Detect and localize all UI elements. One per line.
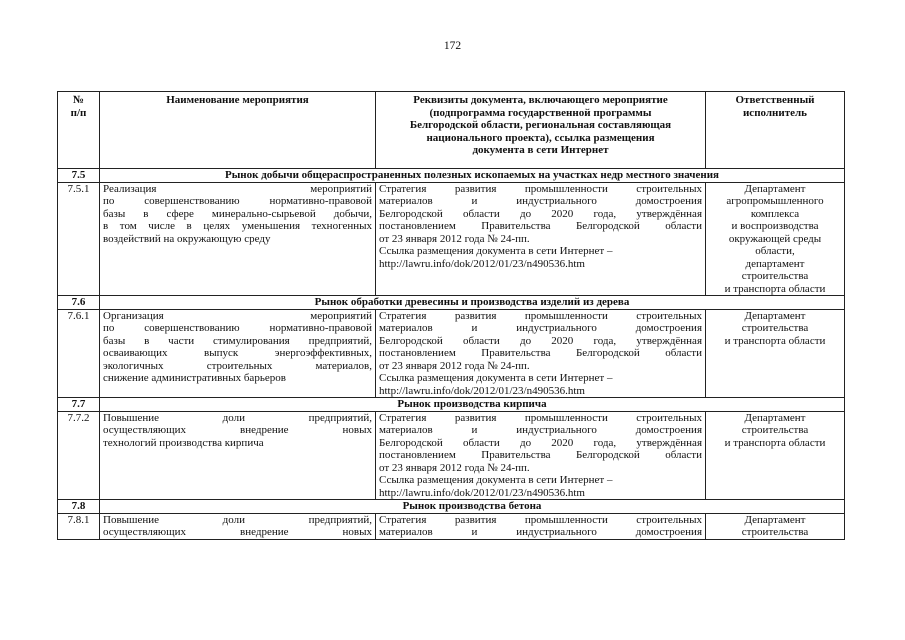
page-number: 172 bbox=[443, 40, 462, 52]
event-name-line: по совершенствованию нормативно-правовой bbox=[103, 322, 372, 334]
section-row bbox=[58, 169, 845, 183]
doc-line: от 23 января 2012 года № 24-пп. bbox=[379, 461, 530, 474]
section-number: 7.8 bbox=[58, 500, 100, 514]
event-name-line: экологичных строительных материалов, bbox=[103, 359, 372, 372]
responsible-line: Департамент bbox=[744, 182, 806, 195]
doc-line: Ссылка размещения документа в сети Интернет – bbox=[379, 372, 613, 384]
event-name bbox=[100, 309, 376, 398]
section-number: 7.7 bbox=[58, 398, 100, 412]
event-name-line: базы в сфере минерально-сырьевой добычи, bbox=[103, 207, 372, 220]
header-row bbox=[58, 92, 845, 169]
events-table bbox=[57, 91, 845, 540]
row-number: 7.6.1 bbox=[58, 309, 100, 398]
responsible-line: области, bbox=[755, 245, 795, 257]
event-name-line: снижение административных барьеров bbox=[103, 372, 286, 384]
responsible-line: департамент bbox=[745, 257, 805, 270]
table-row bbox=[58, 309, 845, 398]
doc-line: постановлением Правительства Белгородской области bbox=[379, 449, 702, 461]
document-requisites bbox=[376, 309, 706, 398]
section-number: 7.5 bbox=[58, 169, 100, 183]
section-number: 7.6 bbox=[58, 296, 100, 310]
event-name bbox=[100, 182, 376, 296]
doc-line: Стратегия развития промышленности строительных bbox=[379, 309, 702, 322]
header-responsible bbox=[706, 92, 845, 169]
responsible-line: строительства bbox=[741, 270, 809, 282]
header-num bbox=[58, 92, 100, 169]
event-name-line: осваивающих выпуск энергоэффективных, bbox=[103, 347, 372, 359]
responsible-line: комплекса bbox=[750, 207, 800, 220]
event-name-line: по совершенствованию нормативно-правовой bbox=[103, 195, 372, 207]
event-name-line: технологий производства кирпича bbox=[103, 436, 264, 449]
header-requisites-line: Белгородской области, региональная составляющая bbox=[409, 119, 672, 131]
doc-link: http://lawru.info/dok/2012/01/23/n490536.htm bbox=[379, 486, 585, 499]
responsible-line: и транспорта области bbox=[724, 436, 826, 449]
header-requisites-line: документа в сети Интернет bbox=[472, 144, 609, 156]
doc-line: материалов и индустриального домостроения bbox=[379, 322, 702, 334]
responsible-line: агропромышленного bbox=[726, 195, 824, 207]
event-name-line: воздействий на окружающую среду bbox=[103, 232, 271, 245]
responsible-line: Департамент bbox=[744, 411, 806, 424]
event-name-line: в том числе в целях уменьшения техногенных bbox=[103, 220, 372, 232]
event-name-line: осуществляющих внедрение новых bbox=[103, 526, 372, 538]
header-num-line: п/п bbox=[70, 106, 87, 119]
responsible-line: и воспроизводства bbox=[731, 220, 819, 232]
header-requisites bbox=[376, 92, 706, 169]
responsible-line: Департамент bbox=[744, 513, 806, 526]
doc-link: http://lawru.info/dok/2012/01/23/n490536.htm bbox=[379, 384, 585, 397]
responsible-line: строительства bbox=[741, 424, 809, 436]
table-row bbox=[58, 182, 845, 296]
event-name-line: Повышение доли предприятий, bbox=[103, 513, 372, 526]
section-title: Рынок добычи общераспространенных полезных ископаемых на участках недр местного значения bbox=[100, 169, 845, 183]
responsible-line: строительства bbox=[741, 526, 809, 538]
event-name-line: Реализация мероприятий bbox=[103, 182, 372, 195]
event-name bbox=[100, 411, 376, 500]
header-requisites-line: национального проекта), ссылка размещения bbox=[426, 131, 655, 144]
doc-line: Стратегия развития промышленности строительных bbox=[379, 411, 702, 424]
section-title: Рынок производства бетона bbox=[100, 500, 845, 514]
document-requisites bbox=[376, 182, 706, 296]
section-row bbox=[58, 500, 845, 514]
doc-line: от 23 января 2012 года № 24-пп. bbox=[379, 359, 530, 372]
responsible-executor bbox=[706, 411, 845, 500]
responsible-line: и транспорта области bbox=[724, 282, 826, 295]
header-requisites-line: (подпрограмма государственной программы bbox=[429, 106, 652, 119]
event-name-line: Повышение доли предприятий, bbox=[103, 411, 372, 424]
event-name bbox=[100, 513, 376, 539]
doc-line: постановлением Правительства Белгородской области bbox=[379, 347, 702, 359]
header-num-line: № bbox=[72, 94, 85, 106]
doc-line: Ссылка размещения документа в сети Интернет – bbox=[379, 474, 613, 486]
doc-line: от 23 января 2012 года № 24-пп. bbox=[379, 232, 530, 245]
responsible-executor bbox=[706, 309, 845, 398]
doc-line: Стратегия развития промышленности строительных bbox=[379, 182, 702, 195]
responsible-line: окружающей среды bbox=[728, 232, 822, 245]
doc-line: материалов и индустриального домостроения bbox=[379, 526, 702, 538]
row-number: 7.8.1 bbox=[58, 513, 100, 539]
event-name-line: базы в части стимулирования предприятий, bbox=[103, 334, 372, 347]
header-name-text: Наименование мероприятия bbox=[166, 94, 309, 106]
doc-line: Ссылка размещения документа в сети Интернет – bbox=[379, 245, 613, 257]
doc-line: постановлением Правительства Белгородской области bbox=[379, 220, 702, 232]
doc-line: материалов и индустриального домостроения bbox=[379, 424, 702, 436]
section-title: Рынок производства кирпича bbox=[100, 398, 845, 412]
doc-line: материалов и индустриального домостроения bbox=[379, 195, 702, 207]
row-number: 7.5.1 bbox=[58, 182, 100, 296]
section-row bbox=[58, 398, 845, 412]
responsible-executor bbox=[706, 513, 845, 539]
header-name bbox=[100, 92, 376, 169]
responsible-line: Департамент bbox=[744, 309, 806, 322]
table-row bbox=[58, 513, 845, 539]
responsible-executor bbox=[706, 182, 845, 296]
table-row bbox=[58, 411, 845, 500]
event-name-line: осуществляющих внедрение новых bbox=[103, 424, 372, 436]
doc-link: http://lawru.info/dok/2012/01/23/n490536.htm bbox=[379, 257, 585, 270]
doc-line: Белгородской области до 2020 года, утверждённая bbox=[379, 207, 702, 220]
section-row bbox=[58, 296, 845, 310]
responsible-line: и транспорта области bbox=[724, 334, 826, 347]
section-title: Рынок обработки древесины и производства изделий из дерева bbox=[100, 296, 845, 310]
responsible-line: строительства bbox=[741, 322, 809, 334]
document-requisites bbox=[376, 411, 706, 500]
doc-line: Белгородской области до 2020 года, утверждённая bbox=[379, 436, 702, 449]
event-name-line: Организация мероприятий bbox=[103, 309, 372, 322]
header-responsible-line: исполнитель bbox=[742, 106, 808, 119]
header-requisites-line: Реквизиты документа, включающего мероприятие bbox=[413, 94, 668, 106]
doc-line: Стратегия развития промышленности строительных bbox=[379, 513, 702, 526]
doc-line: Белгородской области до 2020 года, утверждённая bbox=[379, 334, 702, 347]
document-requisites bbox=[376, 513, 706, 539]
header-responsible-line: Ответственный bbox=[735, 94, 815, 106]
row-number: 7.7.2 bbox=[58, 411, 100, 500]
